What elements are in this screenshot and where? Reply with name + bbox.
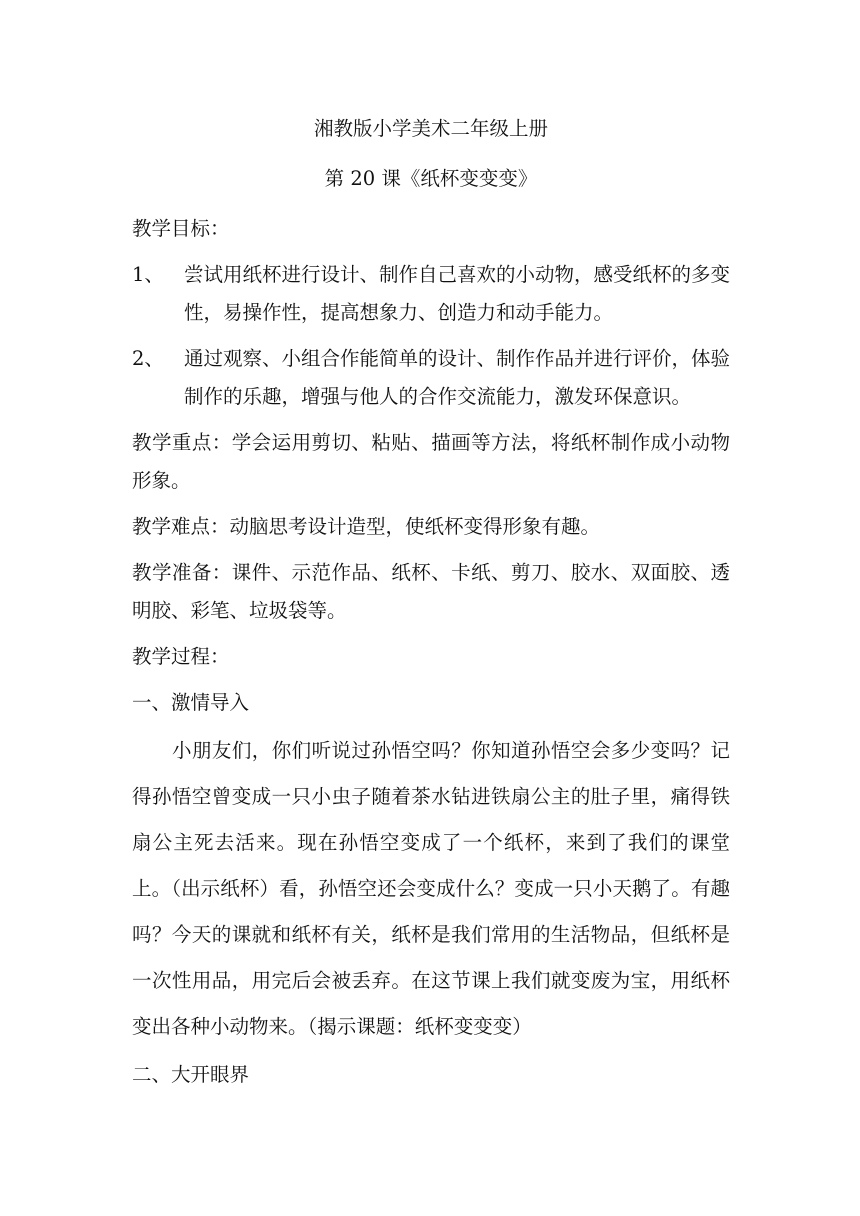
objective-text: 尝试用纸杯进行设计、制作自己喜欢的小动物，感受纸杯的多变性，易操作性，提高想象力、创造力和动手能力。 xyxy=(184,263,731,324)
process-heading: 教学过程： xyxy=(132,645,230,668)
document-title: 湘教版小学美术二年级上册 xyxy=(313,117,548,140)
objective-item-1 xyxy=(132,256,730,332)
key-point: 教学重点：学会运用剪切、粘贴、描画等方法，将纸杯制作成小动物形象。 xyxy=(132,431,730,492)
objective-text: 通过观察、小组合作能简单的设计、制作作品并进行评价，体验制作的乐趣，增强与他人的合作交流能力，激发环保意识。 xyxy=(184,347,731,408)
preparation: 教学准备：课件、示范作品、纸杯、卡纸、剪刀、胶水、双面胶、透明胶、彩笔、垃圾袋等。 xyxy=(132,561,730,622)
section-heading-1: 一、激情导入 xyxy=(132,691,250,714)
objectives-heading: 教学目标： xyxy=(132,217,230,240)
objective-number: 1、 xyxy=(132,263,164,286)
lesson-title: 第 20 课《纸杯变变变》 xyxy=(324,167,538,190)
objective-item-2 xyxy=(132,340,730,416)
document-body xyxy=(132,110,730,1106)
difficult-point: 教学难点：动脑思考设计造型，使纸杯变得形象有趣。 xyxy=(132,515,601,538)
objective-number: 2、 xyxy=(132,347,164,370)
section-1-paragraph: 小朋友们，你们听说过孙悟空吗？你知道孙悟空会多少变吗？记得孙悟空曾变成一只小虫子随着茶水钻进铁扇公主的肚子里，痛得铁扇公主死去活来。现在孙悟空变成了一个纸杯，来到了我们的课堂上。（出示纸杯）看，孙悟空还会变成什么？变成一只小天鹅了。有趣吗？今天的课就和纸杯有关，纸杯是我们常用的生活物品，但纸杯是一次性用品，用完后会被丢弃。在这节课上我们就变废为宝，用纸杯变出各种小动物来。（揭示课题：纸杯变变变） xyxy=(132,739,730,1038)
section-heading-2: 二、大开眼界 xyxy=(132,1063,250,1086)
